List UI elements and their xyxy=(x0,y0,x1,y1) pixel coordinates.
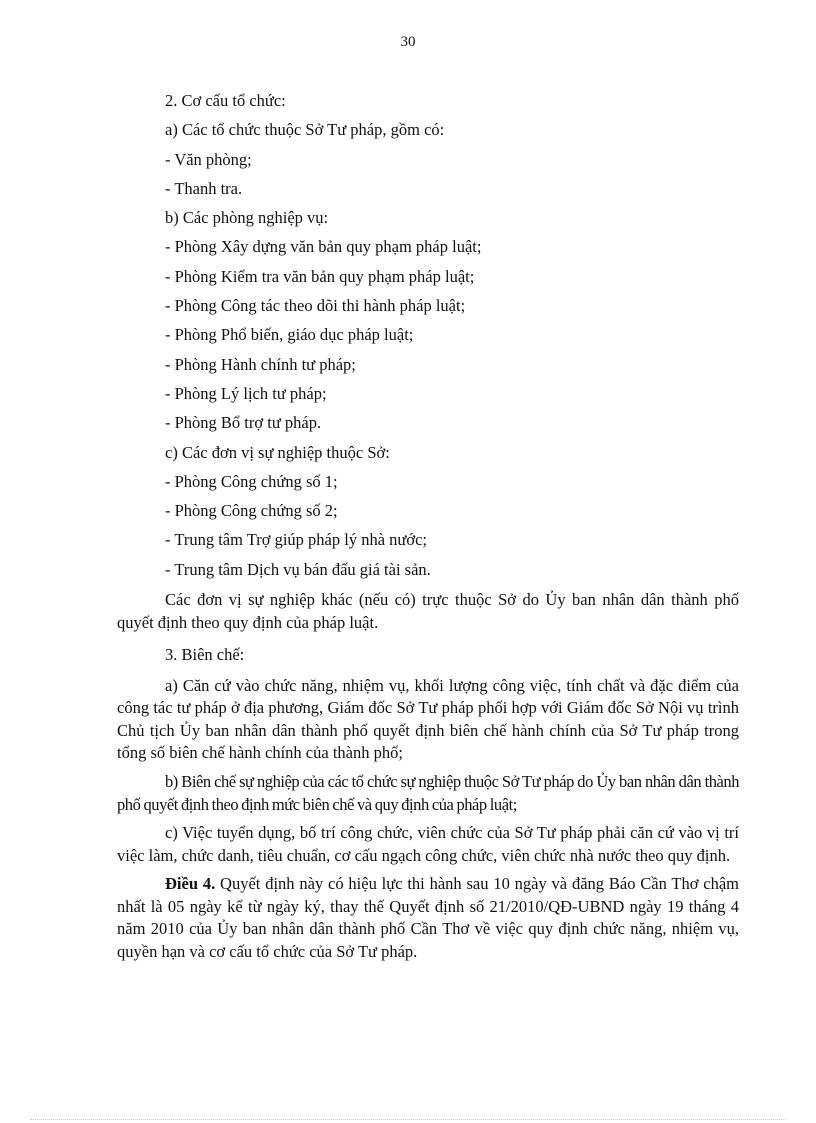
list-item: - Văn phòng; xyxy=(165,149,252,169)
list-item: - Trung tâm Dịch vụ bán đấu giá tài sản. xyxy=(165,559,431,579)
list-item: - Phòng Phổ biến, giáo dục pháp luật; xyxy=(165,325,414,345)
article-4-label: Điều 4. xyxy=(165,874,216,894)
list-item: - Phòng Lý lịch tư pháp; xyxy=(165,383,327,403)
list-item: - Phòng Công tác theo dõi thi hành pháp luật; xyxy=(165,296,466,316)
subheading-service-units: c) Các đơn vị sự nghiệp thuộc Sở: xyxy=(165,442,390,462)
list-item: - Phòng Hành chính tư pháp; xyxy=(165,354,356,374)
list-item: - Phòng Xây dựng văn bản quy phạm pháp luật; xyxy=(165,237,482,257)
paragraph-other-units: Các đơn vị sự nghiệp khác (nếu có) trực thuộc Sở do Ủy ban nhân dân thành phố quyết định theo quy định của pháp luật. xyxy=(117,590,739,632)
subheading-organizations: a) Các tổ chức thuộc Sở Tư pháp, gồm có: xyxy=(165,120,445,140)
article-4-paragraph xyxy=(117,873,739,963)
list-item: - Thanh tra. xyxy=(165,178,243,198)
list-item: - Trung tâm Trợ giúp pháp lý nhà nước; xyxy=(165,530,427,550)
article-4-text: Quyết định này có hiệu lực thi hành sau 10 ngày và đăng Báo Cần Thơ chậm nhất là 05 ngày kể từ ngày ký, thay thế Quyết định số 21/2010/QĐ-UBND ngày 19 tháng 4 năm 2010 của Ủy ban nhân dân thành phố Cần Thơ về việc quy định chức năng, nhiệm vụ, quyền hạn và cơ cấu tổ chức của Sở Tư pháp. xyxy=(117,874,740,962)
section-heading-staffing: 3. Biên chế: xyxy=(165,645,245,665)
footer-rule xyxy=(30,1119,786,1120)
list-item: - Phòng Bổ trợ tư pháp. xyxy=(165,413,322,433)
document-body xyxy=(117,86,739,970)
list-item: - Phòng Công chứng số 2; xyxy=(165,501,338,521)
section-heading-structure: 2. Cơ cấu tổ chức: xyxy=(165,91,286,110)
page-number: 30 xyxy=(400,34,416,50)
list-item: - Phòng Công chứng số 1; xyxy=(165,471,338,491)
paragraph-staffing-b: b) Biên chế sự nghiệp của các tổ chức sự nghiệp thuộc Sở Tư pháp do Ủy ban nhân dân thành phố quyết định theo định mức biên chế và quy định của pháp luật; xyxy=(117,771,739,814)
paragraph-staffing-c: c) Việc tuyển dụng, bố trí công chức, viên chức của Sở Tư pháp phải căn cứ vào vị trí việc làm, chức danh, tiêu chuẩn, cơ cấu ngạch công chức, viên chức nhà nước theo quy định. xyxy=(117,823,739,865)
list-item: - Phòng Kiểm tra văn bản quy phạm pháp luật; xyxy=(165,266,475,286)
subheading-departments: b) Các phòng nghiệp vụ: xyxy=(165,208,329,228)
paragraph-staffing-a: a) Căn cứ vào chức năng, nhiệm vụ, khối lượng công việc, tính chất và đặc điểm của công tác tư pháp ở địa phương, Giám đốc Sở Tư pháp phối hợp với Giám đốc Sở Nội vụ trình Chủ tịch Ủy ban nhân dân thành phố quyết định biên chế hành chính của Sở Tư pháp trong tổng số biên chế hành chính của thành phố; xyxy=(117,675,739,763)
